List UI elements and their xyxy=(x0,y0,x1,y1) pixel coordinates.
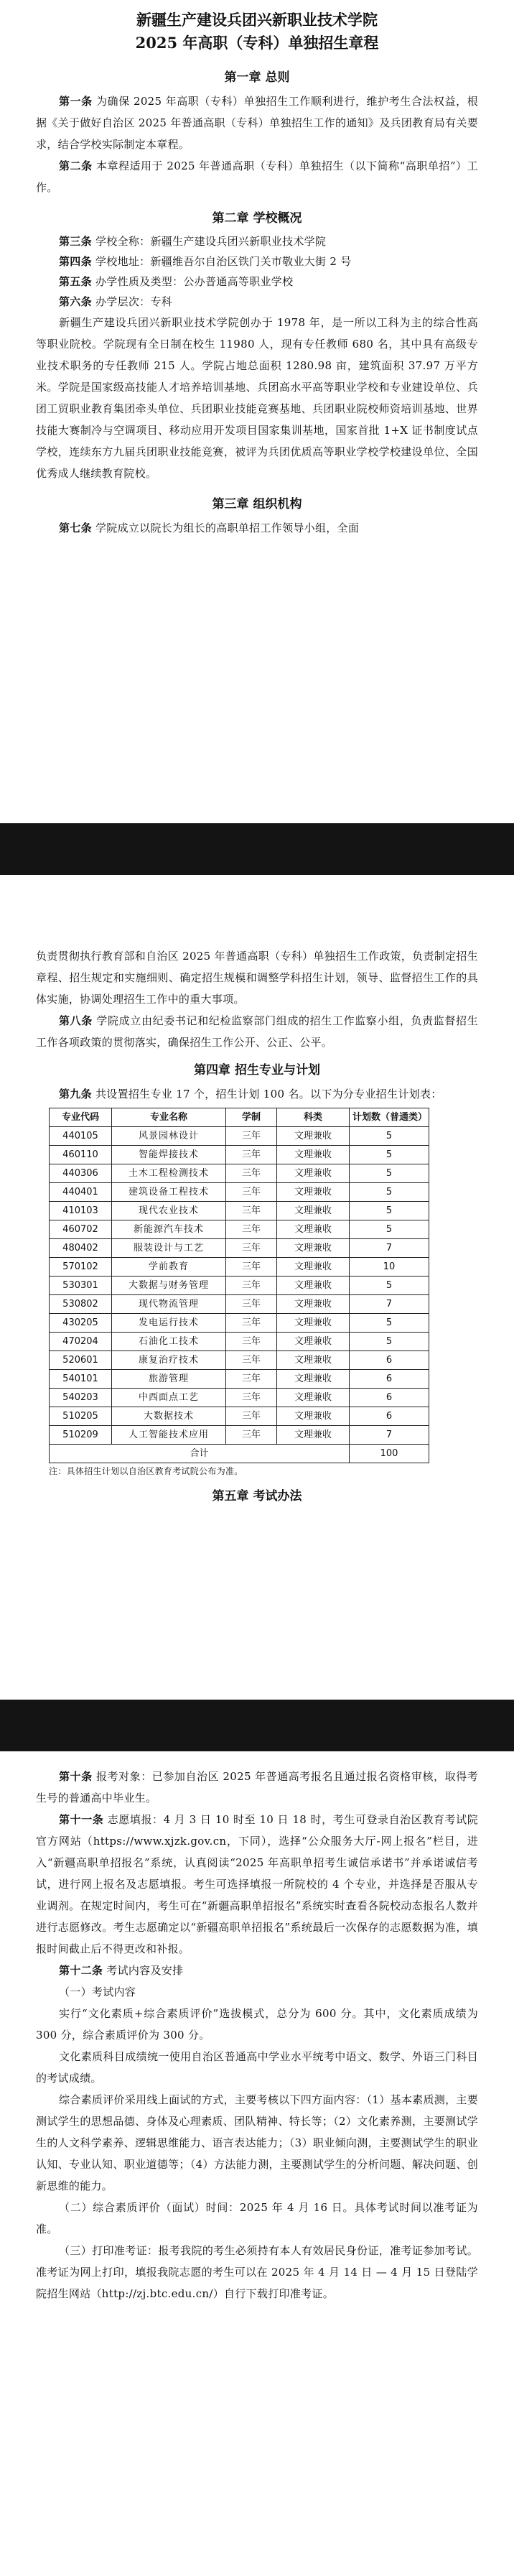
cell-duration: 三年 xyxy=(226,1314,277,1333)
cell-category: 文理兼收 xyxy=(277,1370,350,1389)
article-2-text: 本章程适用于 2025 年普通高职（专科）单独招生（以下简称“高职单招”）工作。 xyxy=(36,159,478,194)
cell-code: 540101 xyxy=(50,1370,112,1389)
cell-category: 文理兼收 xyxy=(277,1127,350,1146)
cell-quota: 7 xyxy=(350,1295,429,1314)
cell-duration: 三年 xyxy=(226,1164,277,1183)
cell-category: 文理兼收 xyxy=(277,1202,350,1220)
article-12 xyxy=(36,1960,478,1981)
cell-duration: 三年 xyxy=(226,1351,277,1370)
page-1 xyxy=(0,0,514,823)
article-7-label: 第七条 xyxy=(59,522,92,534)
cell-category: 文理兼收 xyxy=(277,1277,350,1295)
cell-code: 540203 xyxy=(50,1389,112,1407)
article-4 xyxy=(36,251,478,272)
page-3-content xyxy=(36,1766,478,2304)
cell-code: 410103 xyxy=(50,1202,112,1220)
cell-code: 530301 xyxy=(50,1277,112,1295)
article-12-label: 第十二条 xyxy=(59,1964,103,1977)
chapter-3-heading: 第三章 组织机构 xyxy=(212,497,302,511)
section-exam-content: （一）考试内容 xyxy=(59,1986,136,1998)
article-12-text: 考试内容及安排 xyxy=(103,1964,184,1977)
table-row xyxy=(50,1314,429,1333)
cell-category: 文理兼收 xyxy=(277,1258,350,1277)
cell-major: 石油化工技术 xyxy=(112,1333,226,1351)
article-10-text: 报考对象：已参加自治区 2025 年普通高考报名且通过报名资格审核，取得考生号的普通高中毕业生。 xyxy=(36,1770,478,1804)
cell-quota: 5 xyxy=(350,1127,429,1146)
cell-quota: 5 xyxy=(350,1164,429,1183)
cell-duration: 三年 xyxy=(226,1295,277,1314)
article-7-part-1 xyxy=(36,517,478,539)
cell-category: 文理兼收 xyxy=(277,1407,350,1426)
cell-duration: 三年 xyxy=(226,1220,277,1239)
cell-code: 470204 xyxy=(50,1333,112,1351)
article-4-text: 学校地址：新疆维吾尔自治区铁门关市敬业大街 2 号 xyxy=(91,255,352,268)
article-7-part-2: 负责贯彻执行教育部和自治区 2025 年普通高职（专科）单独招生工作政策，负责制定招生章程、招生规定和实施细则、确定招生规模和调整学科招生计划，领导、监督招生工作的具体实施，协调处理招生工作中的重大事项。 xyxy=(36,950,478,1006)
cell-category: 文理兼收 xyxy=(277,1146,350,1164)
total-value: 100 xyxy=(350,1445,429,1463)
section-admission-ticket: （三）打印准考证：报考我院的考生必须持有本人有效居民身份证，准考证参加考试。准考证为网上打印，填报我院志愿的考生可以在 2025 年 4 月 14 日 — 4 月 15 日登陆学院招生网站（http://zj.btc.edu.cn/）自行下载打印准考证。 xyxy=(36,2244,478,2300)
cell-category: 文理兼收 xyxy=(277,1426,350,1445)
column-header-duration: 学制 xyxy=(226,1108,277,1127)
table-header-row xyxy=(50,1108,429,1127)
article-1-label: 第一条 xyxy=(59,95,93,108)
cell-major: 现代物流管理 xyxy=(112,1295,226,1314)
exam-content-paragraph-3: 综合素质评价采用线上面试的方式，主要考核以下四方面内容：（1）基本素质测，主要测试学生的思想品德、身体及心理素质、团队精神、特长等；（2）文化素养测，主要测试学生的人文科学素养、逻辑思维能力、语言表达能力；（3）职业倾向测，主要测试学生的职业认知、专业认知、职业道德等；（4）方法能力测，主要测试学生的分析问题、解决问题、创新思维的能力。 xyxy=(36,2093,478,2192)
article-6-label: 第六条 xyxy=(59,295,92,308)
cell-category: 文理兼收 xyxy=(277,1314,350,1333)
article-8-text: 学院成立由纪委书记和纪检监察部门组成的招生工作监察小组，负责监督招生工作各项政策的贯彻落实，确保招生工作公开、公正、公平。 xyxy=(36,1014,478,1049)
cell-code: 480402 xyxy=(50,1239,112,1258)
cell-quota: 5 xyxy=(350,1277,429,1295)
table-row xyxy=(50,1389,429,1407)
cell-duration: 三年 xyxy=(226,1277,277,1295)
article-11-label: 第十一条 xyxy=(59,1813,104,1826)
cell-major: 智能焊接技术 xyxy=(112,1146,226,1164)
cell-duration: 三年 xyxy=(226,1146,277,1164)
article-6 xyxy=(36,292,478,312)
cell-duration: 三年 xyxy=(226,1426,277,1445)
cell-code: 570102 xyxy=(50,1258,112,1277)
table-row xyxy=(50,1295,429,1314)
article-10-label: 第十条 xyxy=(59,1770,93,1783)
chapter-5-heading: 第五章 考试办法 xyxy=(212,1489,302,1504)
article-1 xyxy=(36,91,478,155)
document-title-line-1: 新疆生产建设兵团兴新职业技术学院 xyxy=(136,11,378,29)
cell-quota: 6 xyxy=(350,1407,429,1426)
cell-major: 中西面点工艺 xyxy=(112,1389,226,1407)
article-8 xyxy=(36,1010,478,1053)
cell-code: 460110 xyxy=(50,1146,112,1164)
article-7-text-1: 学院成立以院长为组长的高职单招工作领导小组，全面 xyxy=(91,522,360,534)
cell-quota: 6 xyxy=(350,1389,429,1407)
exam-content-paragraph-2: 文化素质科目成绩统一使用自治区普通高中学业水平统考中语文、数学、外语三门科目的考试成绩。 xyxy=(36,2050,478,2085)
cell-duration: 三年 xyxy=(226,1239,277,1258)
table-row xyxy=(50,1164,429,1183)
cell-major: 大数据技术 xyxy=(112,1407,226,1426)
table-note: 注：具体招生计划以自治区教育考试院公布为准。 xyxy=(49,1466,243,1476)
cell-major: 服装设计与工艺 xyxy=(112,1239,226,1258)
article-5-text: 办学性质及类型：公办普通高等职业学校 xyxy=(91,275,294,288)
table-row xyxy=(50,1370,429,1389)
cell-code: 440306 xyxy=(50,1164,112,1183)
total-label: 合计 xyxy=(50,1445,350,1463)
cell-quota: 6 xyxy=(350,1370,429,1389)
cell-code: 460702 xyxy=(50,1220,112,1239)
article-9-text: 共设置招生专业 17 个，招生计划 100 名。以下为分专业招生计划表： xyxy=(91,1088,442,1101)
article-10 xyxy=(36,1766,478,1809)
table-row xyxy=(50,1146,429,1164)
table-row xyxy=(50,1277,429,1295)
cell-quota: 7 xyxy=(350,1426,429,1445)
page-1-content xyxy=(36,9,478,539)
table-row xyxy=(50,1202,429,1220)
article-9 xyxy=(36,1083,478,1105)
page-2 xyxy=(0,875,514,1700)
table-row xyxy=(50,1407,429,1426)
exam-content-paragraph-1: 实行“文化素质+综合素质评价”选拔模式，总分为 600 分。其中，文化素质成绩为 300 分，综合素质评价为 300 分。 xyxy=(36,2007,478,2042)
cell-category: 文理兼收 xyxy=(277,1183,350,1202)
page-3 xyxy=(0,1751,514,2576)
article-11 xyxy=(36,1809,478,1960)
cell-duration: 三年 xyxy=(226,1258,277,1277)
page-2-content xyxy=(36,945,478,1509)
table-row xyxy=(50,1239,429,1258)
cell-major: 大数据与财务管理 xyxy=(112,1277,226,1295)
cell-major: 新能源汽车技术 xyxy=(112,1220,226,1239)
school-introduction: 新疆生产建设兵团兴新职业技术学院创办于 1978 年，是一所以工科为主的综合性高等职业院校。学院现有全日制在校生 11980 人，现有专任教师 680 名，其中具有高级专业技术职务的专任教师 215 人。学院占地总面积 1280.98 亩，建筑面积 37.97 万平方米。学院是国家级高技能人才培养培训基地、兵团高水平高等职业学校和专业建设单位、兵团工贸职业教育集团牵头单位、兵团职业技能竞赛基地、兵团职业院校师资培训基地、世界技能大赛制冷与空调项目、移动应用开发项目国家集训基地，国家首批 1+X 证书制度试点学校，连续东方九届兵团职业技能竞赛，被评为兵团优质高等职业学校学校建设单位、全国优秀成人继续教育院校。 xyxy=(36,316,478,480)
cell-major: 土木工程检测技术 xyxy=(112,1164,226,1183)
cell-code: 510205 xyxy=(50,1407,112,1426)
table-row xyxy=(50,1333,429,1351)
cell-quota: 5 xyxy=(350,1183,429,1202)
cell-quota: 5 xyxy=(350,1202,429,1220)
cell-code: 510209 xyxy=(50,1426,112,1445)
cell-quota: 6 xyxy=(350,1351,429,1370)
cell-category: 文理兼收 xyxy=(277,1351,350,1370)
chapter-4-heading: 第四章 招生专业与计划 xyxy=(194,1063,320,1078)
article-5-label: 第五条 xyxy=(59,275,92,288)
cell-code: 430205 xyxy=(50,1314,112,1333)
table-row xyxy=(50,1183,429,1202)
article-3-text: 学校全称：新疆生产建设兵团兴新职业技术学院 xyxy=(91,235,327,248)
cell-major: 发电运行技术 xyxy=(112,1314,226,1333)
cell-major: 建筑设备工程技术 xyxy=(112,1183,226,1202)
cell-major: 旅游管理 xyxy=(112,1370,226,1389)
article-1-text: 为确保 2025 年高职（专科）单独招生工作顺利进行，维护考生合法权益，根据《关于做好自治区 2025 年普通高职（专科）单独招生工作的通知》及兵团教育局有关要求，结合学校实际制定本章程。 xyxy=(36,95,478,151)
cell-duration: 三年 xyxy=(226,1127,277,1146)
cell-duration: 三年 xyxy=(226,1370,277,1389)
cell-major: 人工智能技术应用 xyxy=(112,1426,226,1445)
column-header-code: 专业代码 xyxy=(50,1108,112,1127)
cell-duration: 三年 xyxy=(226,1407,277,1426)
document-title-line-2: 2025 年高职（专科）单独招生章程 xyxy=(135,34,379,52)
chapter-2-heading: 第二章 学校概况 xyxy=(212,211,302,226)
cell-category: 文理兼收 xyxy=(277,1389,350,1407)
cell-category: 文理兼收 xyxy=(277,1220,350,1239)
cell-code: 440401 xyxy=(50,1183,112,1202)
article-2 xyxy=(36,155,478,198)
page-separator-2 xyxy=(0,1700,514,1751)
chapter-1-heading: 第一章 总则 xyxy=(224,70,290,85)
column-header-category: 科类 xyxy=(277,1108,350,1127)
article-3 xyxy=(36,231,478,251)
article-9-label: 第九条 xyxy=(59,1088,92,1101)
table-row xyxy=(50,1258,429,1277)
cell-major: 康复治疗技术 xyxy=(112,1351,226,1370)
cell-quota: 5 xyxy=(350,1220,429,1239)
cell-code: 530802 xyxy=(50,1295,112,1314)
column-header-quota: 计划数（普通类） xyxy=(350,1108,429,1127)
cell-category: 文理兼收 xyxy=(277,1164,350,1183)
column-header-major: 专业名称 xyxy=(112,1108,226,1127)
cell-quota: 5 xyxy=(350,1314,429,1333)
cell-category: 文理兼收 xyxy=(277,1239,350,1258)
cell-quota: 7 xyxy=(350,1239,429,1258)
cell-major: 现代农业技术 xyxy=(112,1202,226,1220)
table-total-row xyxy=(50,1445,429,1463)
section-interview-time: （二）综合素质评价（面试）时间：2025 年 4 月 16 日。具体考试时间以准考证为准。 xyxy=(36,2201,478,2236)
cell-duration: 三年 xyxy=(226,1389,277,1407)
article-6-text: 办学层次：专科 xyxy=(91,295,173,308)
article-8-label: 第八条 xyxy=(59,1014,93,1027)
article-11-text: 志愿填报：4 月 3 日 10 时至 10 日 18 时，考生可登录自治区教育考试院官方网站（https://www.xjzk.gov.cn，下同），选择“公众服务大厅-网上报名”栏目，进入“新疆高职单招报名”系统，认真阅读“2025 年高职单招考生诚信承诺书”并承诺诚信考试，进行网上报名及志愿填报。考生可选择填报一所院校的 4 个专业，并选择是否服从专业调剂。在规定时间内，考生可在“新疆高职单招报名”系统实时查看各院校动态报名人数并进行志愿修改。考生志愿确定以“新疆高职单招报名”系统最后一次保存的志愿数据为准，填报时间截止后不得更改和补报。 xyxy=(36,1813,478,1955)
cell-code: 440105 xyxy=(50,1127,112,1146)
cell-duration: 三年 xyxy=(226,1202,277,1220)
table-row xyxy=(50,1426,429,1445)
cell-duration: 三年 xyxy=(226,1183,277,1202)
cell-major: 学前教育 xyxy=(112,1258,226,1277)
cell-quota: 5 xyxy=(350,1333,429,1351)
cell-quota: 5 xyxy=(350,1146,429,1164)
article-5 xyxy=(36,272,478,292)
cell-code: 520601 xyxy=(50,1351,112,1370)
article-4-label: 第四条 xyxy=(59,255,92,268)
cell-duration: 三年 xyxy=(226,1333,277,1351)
page-separator-1 xyxy=(0,823,514,875)
cell-category: 文理兼收 xyxy=(277,1295,350,1314)
table-row xyxy=(50,1127,429,1146)
article-2-label: 第二条 xyxy=(59,159,93,172)
enrollment-plan-table xyxy=(49,1108,429,1463)
article-3-label: 第三条 xyxy=(59,235,92,248)
cell-quota: 10 xyxy=(350,1258,429,1277)
table-row xyxy=(50,1351,429,1370)
cell-major: 风景园林设计 xyxy=(112,1127,226,1146)
table-row xyxy=(50,1220,429,1239)
cell-category: 文理兼收 xyxy=(277,1333,350,1351)
table-body xyxy=(50,1127,429,1445)
